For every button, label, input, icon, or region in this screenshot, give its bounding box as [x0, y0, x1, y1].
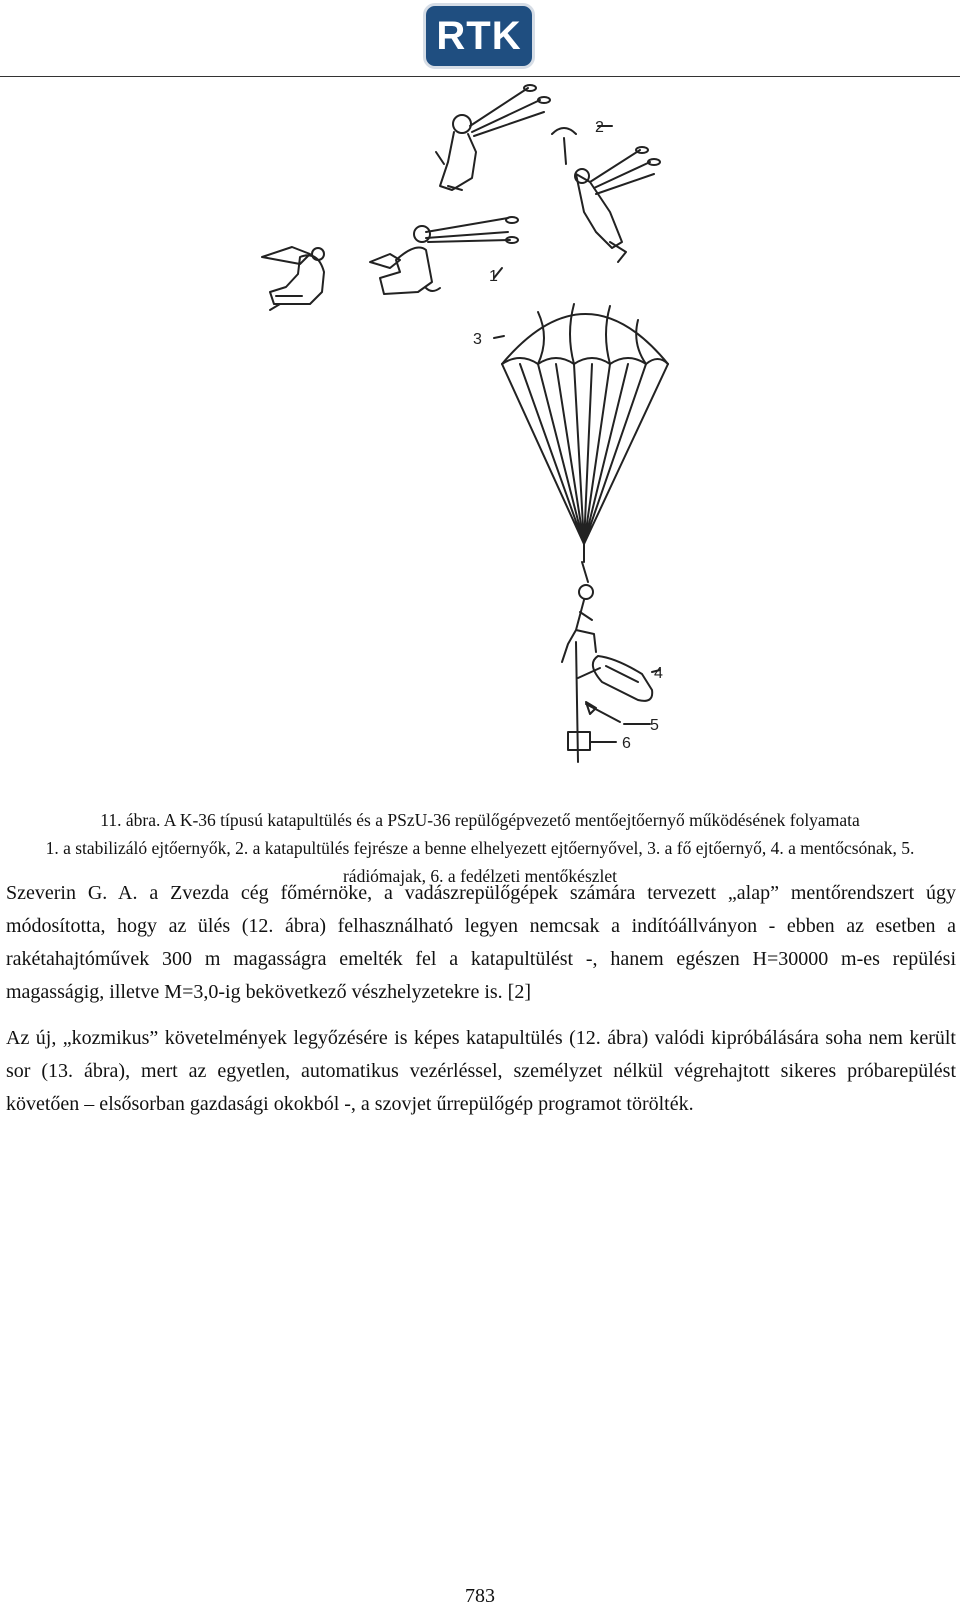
rtk-logo: [423, 3, 535, 69]
caption-title: 11. ábra. A K-36 típusú katapultülés és a PSzU-36 repülőgépvezető mentőejtőernyő működésének folyamata: [100, 810, 860, 830]
header-rule: [0, 76, 960, 77]
figure-label-4: 4: [654, 665, 663, 682]
seat-stage-3: [436, 85, 550, 190]
figure-label-1: 1: [489, 268, 498, 285]
main-parachute: [502, 304, 668, 562]
seat-stage-4: [552, 128, 660, 262]
seat-stage-1: [262, 247, 324, 310]
figure-label-3: 3: [473, 331, 482, 348]
ejection-sequence-illustration: [240, 82, 720, 788]
logo-text: RTK: [436, 14, 522, 58]
survival-kit: [568, 732, 616, 750]
figure-label-2: 2: [595, 119, 604, 136]
life-raft: [578, 656, 652, 701]
caption-legend: 1. a stabilizáló ejtőernyők, 2. a katapultülés fejrésze a benne elhelyezett ejtőernyővel, 3. a fő ejtőernyő, 4. a mentőcsónak, 5. rádiómajak, 6. a fedélzeti mentőkészlet: [45, 838, 915, 886]
page-number: 783: [465, 1585, 495, 1607]
radio-beacon: [586, 702, 620, 722]
paragraph-1: Szeverin G. A. a Zvezda cég főmérnöke, a vadászrepülőgépek számára tervezett „alap” mentőrendszert úgy módosította, hogy az ülés (12. ábra) felhasználható legyen nemcsak a indítóállványon - ebben az esetben a rakétahajtóművek 300 m magasságra emelték fel a katapultülést -, hanem egészen H=30000 m-es repülési magasságig, illetve M=3,0-ig bekövetkező vészhelyzetekre is. [2]: [6, 882, 956, 1003]
page-header: [0, 0, 960, 78]
figure-label-6: 6: [622, 735, 631, 752]
body-text: [6, 877, 956, 1134]
ejection-sequence-figure: [240, 82, 720, 788]
figure-label-5: 5: [650, 717, 659, 734]
paragraph-2: Az új, „kozmikus” követelmények legyőzésére is képes katapultülés (12. ábra) valódi kipróbálására soha nem került sor (13. ábra), mert az egyetlen, automatikus vezérléssel, személyzet nélkül végrehajtott sikeres próbarepülést követően – elsősorban gazdasági okokból -, a szovjet űrrepülőgép programot törölték.: [6, 1027, 956, 1115]
